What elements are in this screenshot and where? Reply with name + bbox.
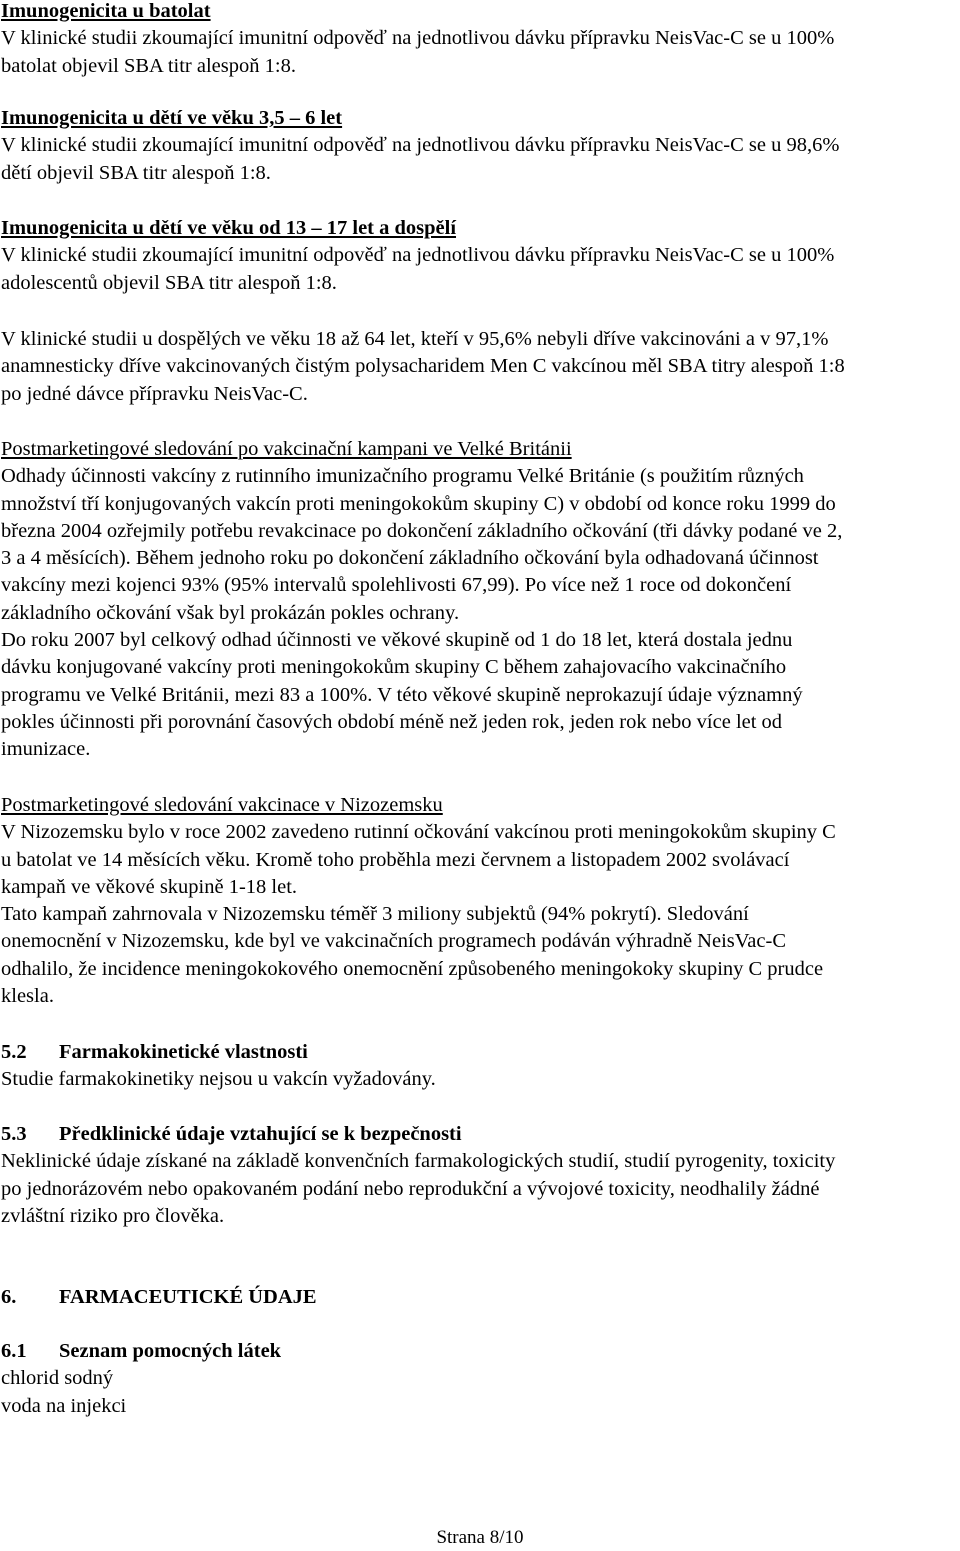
heading-deti-13-17: Imunogenicita u dětí ve věku od 13 – 17 let a dospělí [1,217,457,239]
paragraph-line: zvláštní riziko pro člověka. [1,1204,225,1227]
paragraph-line: po jedné dávce přípravku NeisVac-C. [1,382,308,405]
section-6-1 [1,1338,959,1420]
section-5-3 [1,1121,959,1230]
paragraph-line: kampaň ve věkové skupině 1-18 let. [1,875,298,898]
paragraph-line: po jednorázovém nebo opakovaném podání nebo reprodukční a vývojové toxicity, neodhalily žádné [1,1177,820,1200]
paragraph-line: programu ve Velké Británii, mezi 83 a 100%. V této věkové skupině neprokazují údaje významný [1,683,803,706]
section-nl-surveillance [1,792,959,1010]
heading-5-2 [1,1039,959,1066]
paragraph-line: imunizace. [1,738,91,761]
paragraph-line: vakcíny mezi kojenci 93% (95% intervalů spolehlivosti 67,99). Po více než 1 roce od dokončení [1,574,792,597]
paragraph-line: množství tří konjugovaných vakcín proti meningokokům skupiny C) v období od konce roku 1999 do [1,492,836,515]
paragraph-line: onemocnění v Nizozemsku, kde byl ve vakcinačních programech podáván výhradně NeisVac-C [1,930,786,953]
section-uk-surveillance [1,436,959,764]
section-5-2 [1,1039,959,1094]
paragraph-line: dávku konjugované vakcíny proti meningokokům skupiny C během zahajovacího vakcinačního [1,656,787,679]
section-deti-3-6 [1,105,959,187]
heading-6-1 [1,1338,959,1365]
heading-nl-surveillance: Postmarketingové sledování vakcinace v Nizozemsku [1,794,443,816]
paragraph-line: V klinické studii zkoumající imunitní odpověď na jednotlivou dávku přípravku NeisVac-C se u 100% [1,27,835,50]
paragraph-line: V klinické studii zkoumající imunitní odpověď na jednotlivou dávku přípravku NeisVac-C se u 98,6% [1,134,840,157]
paragraph-line: Tato kampaň zahrnovala v Nizozemsku téměř 3 miliony subjektů (94% pokrytí). Sledování [1,903,749,926]
paragraph-line: batolat objevil SBA titr alespoň 1:8. [1,54,296,77]
section-batolat [1,0,959,80]
paragraph-line: V Nizozemsku bylo v roce 2002 zavedeno rutinní očkování vakcínou proti meningokokům skupiny C [1,821,836,844]
paragraph-line: anamnesticky dříve vakcinovaných čistým polysacharidem Men C vakcínou měl SBA titry alespoň 1:8 [1,355,845,378]
page-number: Strana 8/10 [436,1527,524,1548]
paragraph-line: klesla. [1,985,54,1008]
section-number: 6.1 [1,1340,27,1362]
paragraph-line: základního očkování však byl prokázán pokles ochrany. [1,601,460,624]
section-6 [1,1284,959,1311]
paragraph-line: Studie farmakokinetiky nejsou u vakcín vyžadovány. [1,1068,436,1091]
paragraph-line: V klinické studii u dospělých ve věku 18 až 64 let, kteří v 95,6% nebyli dříve vakcinováni a v 97,1% [1,328,829,350]
paragraph-line: Neklinické údaje získané na základě konvenčních farmakologických studií, studií pyrogenity, toxicity [1,1150,836,1173]
excipient-item: chlorid sodný [1,1367,114,1390]
section-deti-13-17 [1,215,959,297]
paragraph-line: V klinické studii zkoumající imunitní odpověď na jednotlivou dávku přípravku NeisVac-C se u 100% [1,244,835,267]
section-title: FARMACEUTICKÉ ÚDAJE [59,1286,317,1308]
paragraph-line: odhalilo, že incidence meningokokového onemocnění způsobeného meningokoky skupiny C prudce [1,957,824,980]
paragraph-line: Do roku 2007 byl celkový odhad účinnosti ve věkové skupině od 1 do 18 let, která dostala jednu [1,629,793,652]
section-number: 6. [1,1286,17,1308]
heading-deti-3-6: Imunogenicita u dětí ve věku 3,5 – 6 let [1,107,343,129]
section-title: Farmakokinetické vlastnosti [59,1041,308,1063]
section-number: 5.3 [1,1123,27,1145]
paragraph-line: u batolat ve 14 měsících věku. Kromě toho proběhla mezi červnem a listopadem 2002 svolávací [1,848,790,871]
section-dospeli [1,326,959,408]
paragraph-line: adolescentů objevil SBA titr alespoň 1:8. [1,271,337,294]
excipient-item: voda na injekci [1,1394,127,1417]
paragraph-line: Odhady účinnosti vakcíny z rutinního imunizačního programu Velké Británie (s použitím různých [1,465,804,488]
paragraph-line: 3 a 4 měsících). Během jednoho roku po dokončení základního očkování byla odhadovaná účinnost [1,547,819,570]
heading-batolat: Imunogenicita u batolat [1,0,211,22]
section-title: Předklinické údaje vztahující se k bezpečnosti [59,1123,462,1145]
heading-6 [1,1284,959,1311]
section-number: 5.2 [1,1041,27,1063]
heading-uk-surveillance: Postmarketingové sledování po vakcinační kampani ve Velké Británii [1,438,572,460]
heading-5-3 [1,1121,959,1148]
paragraph-line: dětí objevil SBA titr alespoň 1:8. [1,161,271,184]
paragraph-line: března 2004 ozřejmily potřebu revakcinace po dokončení základního očkování (tři dávky podané ve 2, [1,519,843,542]
section-title: Seznam pomocných látek [59,1340,282,1362]
paragraph-line: pokles účinnosti při porovnání časových období méně než jeden rok, jeden rok nebo více let od [1,710,783,733]
